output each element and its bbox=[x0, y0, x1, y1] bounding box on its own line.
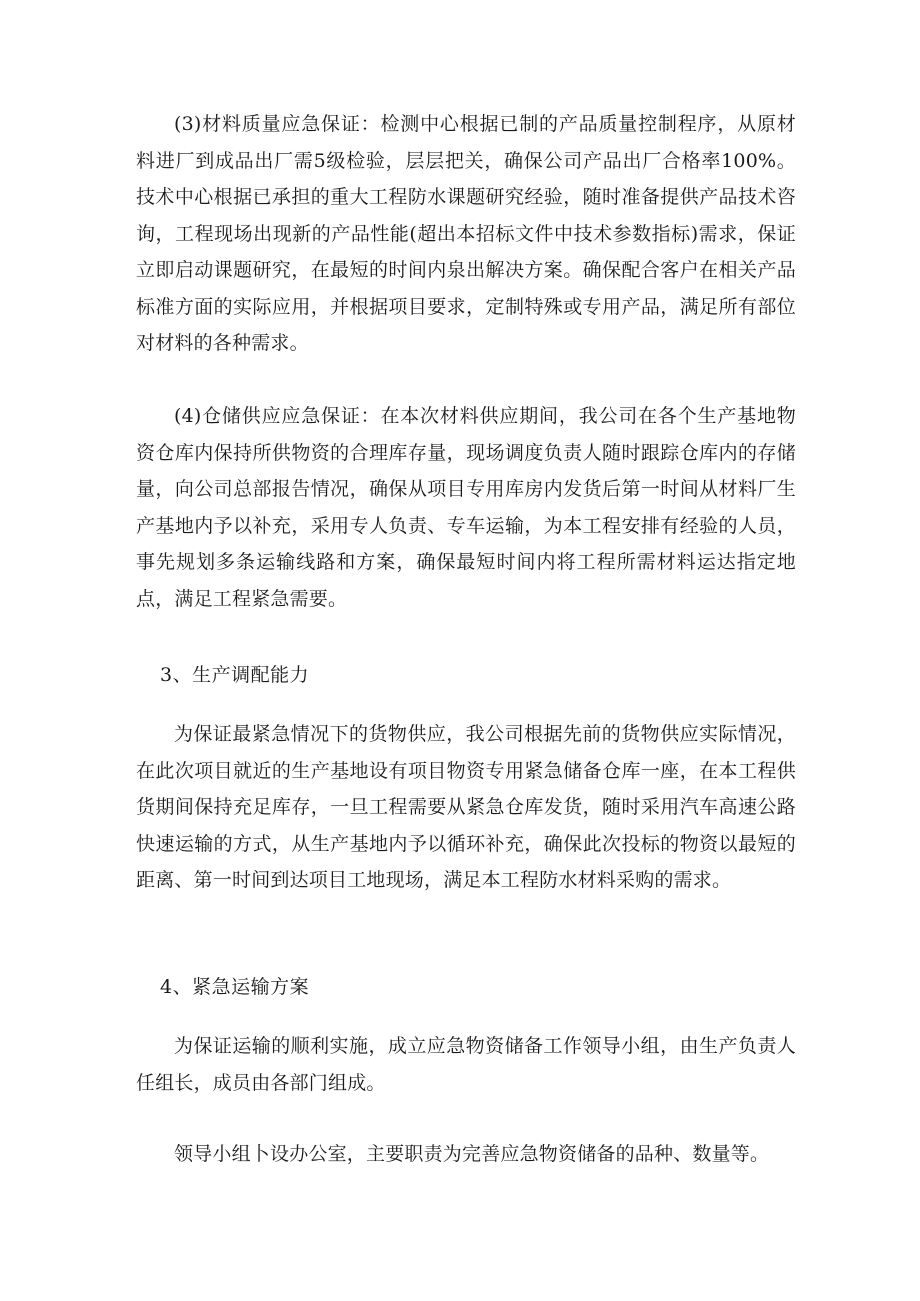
paragraph-storage-supply: (4)仓储供应应急保证：在本次材料供应期间，我公司在各个生产基地物资仓库内保持所供物资的合理库存量，现场调度负责人随时跟踪仓库内的存储量，向公司总部报告情况，确保从项目专用库房内发货后第一时间从材料厂生产基地内予以补充，采用专人负责、专车运输，为本工程安排有经验的人员，事先规划多条运输线路和方案，确保最短时间内将工程所需材料运达指定地点，满足工程紧急需要。 bbox=[136, 405, 796, 610]
paragraph-office-duties: 领导小组卜设办公室，主要职责为完善应急物资储备的品种、数量等。 bbox=[174, 1143, 770, 1165]
section-heading-emergency-transport: 4、紧急运输方案 bbox=[160, 976, 310, 998]
paragraph-material-quality: (3)材料质量应急保证：检测中心根据已制的产品质量控制程序，从原材料进厂到成品出厂需5级检验，层层把关，确保公司产品出厂合格率100%。技术中心根据已承担的重大工程防水课题研究经验，随时准备提供产品技术咨询，工程现场出现新的产品性能(超出本招标文件中技术参数指标)需求，保证立即启动课题研究，在最短的时间内泉出解决方案。确保配合客户在相关产品标准方面的实际应用，并根据项目要求，定制特殊或专用产品，满足所有部位对材料的各种需求。 bbox=[136, 113, 796, 354]
section-heading-production-allocation: 3、生产调配能力 bbox=[160, 664, 310, 686]
paragraph-production-allocation: 为保证最紧急情况下的货物供应，我公司根据先前的货物供应实际情况，在此次项目就近的生产基地设有项目物资专用紧急储备仓库一座，在本工程供货期间保持充足库存，一旦工程需要从紧急仓库发货，随时采用汽车高速公路快速运输的方式，从生产基地内予以循环补充，确保此次投标的物资以最短的距离、第一时间到达项目工地现场，满足本工程防水材料采购的需求。 bbox=[136, 723, 796, 891]
paragraph-emergency-transport: 为保证运输的顺利实施，成立应急物资储备工作领导小组，由生产负责人任组长，成员由各部门组成。 bbox=[136, 1035, 796, 1094]
